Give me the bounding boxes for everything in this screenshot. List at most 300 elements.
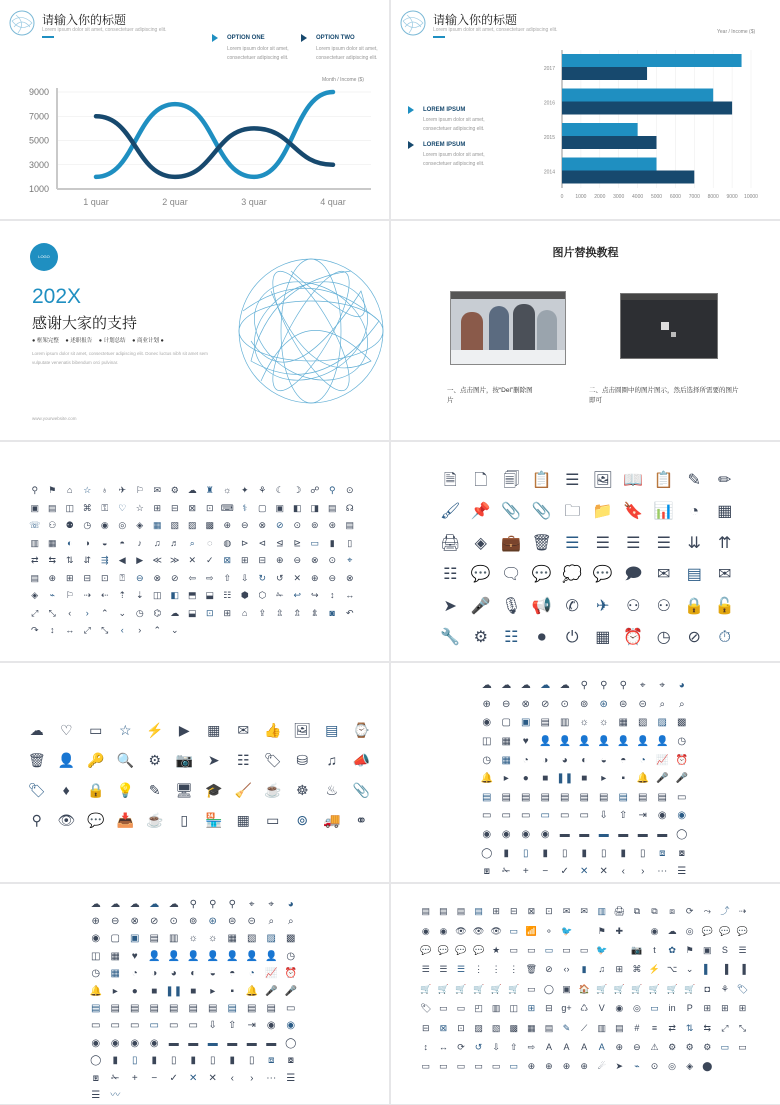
grid-icon: ⟋ (580, 1022, 588, 1033)
grid-icon: 🖨 (440, 534, 461, 552)
grid-icon: 👤 (57, 752, 75, 768)
grid-icon: ⏰ (284, 968, 297, 980)
slide-subtitle: Lorem ipsum dolor sit amet, consectetuer adipiscing elit. (433, 27, 558, 33)
grid-icon: ⊞ (153, 502, 162, 513)
grid-icon: 🏷 (736, 983, 749, 994)
bullet-item: ● 述职报告 (65, 338, 93, 344)
grid-icon: ☁ (481, 680, 492, 692)
slide-icons-1[interactable] (0, 442, 389, 661)
grid-icon: P (686, 1003, 693, 1014)
grid-icon: ⊞ (738, 1003, 747, 1014)
grid-icon: ⌕ (189, 537, 195, 548)
grid-icon: ☁ (170, 607, 180, 618)
grid-icon: ⌚ (352, 722, 370, 738)
grid-icon: ▣ (703, 944, 712, 955)
grid-icon: ♁ (101, 485, 109, 496)
grid-icon: ⊖ (502, 698, 511, 710)
grid-icon: 🛒 (472, 983, 485, 994)
grid-icon: 💬 (701, 925, 713, 936)
grid-icon: ⚡ (146, 722, 164, 738)
grid-icon: ⊖ (240, 520, 249, 531)
grid-icon: ⤴ (720, 906, 730, 917)
scribble-globe-icon (231, 251, 391, 411)
grid-icon: ▥ (169, 933, 179, 945)
grid-icon: ⚠ (650, 1041, 659, 1052)
grid-icon: ♨ (325, 782, 339, 798)
grid-icon: ⚲ (580, 680, 588, 692)
grid-icon: 🗀 (564, 503, 581, 521)
grid-icon: ▮ (329, 537, 335, 548)
grid-icon: ▭ (91, 1020, 101, 1032)
grid-icon: ◉ (266, 1020, 276, 1032)
grid-icon: ▤ (579, 791, 589, 803)
grid-icon: ⤢ (83, 625, 91, 636)
slide-bar-chart[interactable] (391, 0, 780, 219)
grid-icon: ☰ (456, 964, 466, 975)
grid-icon: ⊞ (721, 1003, 729, 1014)
grid-icon: 🚚 (323, 812, 341, 828)
grid-icon: ▭ (579, 810, 589, 822)
x-tick-label: 4 quar (320, 197, 346, 207)
grid-icon: ⛁ (296, 752, 309, 768)
grid-icon: ◘ (704, 983, 711, 994)
grid-icon: ▯ (180, 812, 189, 828)
slide-icons-2[interactable] (391, 442, 780, 661)
grid-icon: ‹ (230, 1072, 234, 1084)
grid-icon: ⊡ (205, 502, 214, 513)
icon-grid (477, 677, 692, 900)
grid-icon: ▦ (227, 933, 237, 945)
item2-desc: Lorem ipsum dolor sit amet, consectetuer adipiscing elit. (423, 152, 485, 167)
grid-icon: 🎙 (501, 597, 522, 615)
grid-icon: ⊞ (223, 607, 232, 618)
grid-icon: ♥ (131, 950, 138, 962)
grid-icon: ▯ (639, 847, 646, 859)
grid-icon: ▤ (618, 791, 628, 803)
grid-icon: ⇄ (30, 555, 39, 566)
grid-icon: ✚ (615, 925, 624, 936)
grid-icon: ▤ (345, 520, 354, 531)
grid-icon: ⇬ (293, 607, 302, 618)
grid-icon: ⊠ (439, 1022, 448, 1033)
grid-icon: ▭ (677, 791, 687, 803)
grid-icon: ⤡ (101, 625, 109, 636)
grid-icon: ⌕ (287, 916, 294, 928)
grid-icon: 📎 (352, 782, 370, 798)
grid-icon: ⇅ (685, 1022, 694, 1033)
grid-icon: ♫ (326, 752, 337, 768)
icon-grid (417, 902, 751, 1077)
item1-desc: Lorem ipsum dolor sit amet, consectetuer adipiscing elit. (423, 117, 485, 132)
slide-icons-5[interactable] (0, 884, 389, 1104)
grid-icon: ⇧ (619, 810, 628, 822)
grid-icon: ♫ (598, 964, 606, 975)
grid-icon: ▤ (149, 1003, 159, 1015)
grid-icon: ⏺ (537, 629, 546, 647)
grid-icon: ⊚ (189, 916, 198, 928)
slide-title: 请输入你的标题 (433, 13, 518, 27)
grid-icon: ≡ (651, 1022, 658, 1033)
grid-icon: 📢 (531, 597, 552, 615)
grid-icon: 💬 (472, 944, 485, 955)
grid-icon: 🗐 (503, 471, 520, 489)
grid-icon: ⊖ (135, 572, 144, 583)
grid-icon: ▭ (439, 1061, 448, 1072)
grid-icon: ▢ (257, 502, 267, 513)
y-tick-label: 2017 (543, 66, 555, 72)
grid-icon: ▭ (439, 1003, 448, 1014)
grid-icon: ◒ (209, 968, 216, 980)
grid-icon: ⊘ (275, 520, 284, 531)
grid-icon: 📖 (623, 471, 644, 489)
team-photo[interactable] (450, 291, 566, 365)
slide-icons-4[interactable] (391, 663, 780, 882)
grid-icon: ⌂ (67, 485, 73, 496)
grid-icon: ▭ (509, 925, 519, 936)
grid-icon: ▨ (266, 933, 276, 945)
grid-icon: 🔔 (245, 985, 258, 997)
grid-icon: ◉ (421, 925, 430, 936)
grid-icon: ❚❚ (165, 985, 183, 997)
icon-grid (22, 715, 376, 835)
grid-icon: ⤡ (738, 1022, 747, 1033)
grid-icon: ⊟ (170, 502, 179, 513)
grid-icon: ☼ (188, 933, 198, 945)
grid-icon: 🛒 (420, 983, 432, 994)
icon-grid (26, 482, 359, 640)
grid-icon: ▦ (47, 537, 57, 548)
grid-icon: ↪ (310, 590, 319, 601)
grid-icon: ⊟ (83, 572, 92, 583)
grid-icon: 🔧 (440, 629, 461, 647)
grid-icon: ◫ (91, 950, 101, 962)
grid-icon: ◯ (90, 1055, 102, 1067)
grid-icon: ⋮ (509, 964, 519, 975)
grid-icon: 👤 (539, 736, 552, 748)
grid-icon: ♡ (59, 722, 73, 738)
axis-note: Month / Income ($) (322, 77, 364, 83)
grid-icon: ▤ (47, 502, 57, 513)
y-tick-label: 2015 (543, 135, 555, 141)
grid-icon: ◑ (151, 968, 158, 980)
grid-icon: ‹ (68, 607, 72, 618)
x-tick-label: 3 quar (241, 197, 267, 207)
grid-icon: 👤 (206, 950, 219, 962)
x-tick-label: 8000 (707, 194, 719, 200)
grid-icon: ⇵ (83, 555, 92, 566)
grid-icon: + (131, 1072, 138, 1084)
grid-icon: ▭ (560, 810, 570, 822)
grid-icon: ▥ (560, 717, 570, 729)
grid-icon: ⊠ (223, 555, 232, 566)
slide-thanks[interactable] (0, 221, 389, 440)
grid-icon: ▪ (621, 773, 626, 785)
grid-icon: ⬤ (702, 1061, 713, 1072)
grid-icon: 🛒 (490, 983, 502, 994)
grid-icon: ⌕ (268, 916, 275, 928)
grid-icon: ☼ (599, 717, 609, 729)
grid-icon: ▩ (677, 717, 687, 729)
grid-icon: ▌ (704, 964, 711, 975)
grid-icon: S (721, 944, 728, 955)
grid-icon: 🗨 (501, 566, 522, 584)
grid-icon: ⇩ (599, 810, 608, 822)
grid-icon: ✉ (562, 906, 571, 917)
grid-icon: ◓ (620, 754, 627, 766)
grid-icon: 💬 (455, 944, 467, 955)
grid-icon: ▭ (491, 1061, 501, 1072)
grid-icon: ▤ (521, 791, 531, 803)
grid-icon: ✁ (502, 866, 511, 878)
grid-icon: ▐ (739, 964, 746, 975)
grid-icon: ⚲ (600, 680, 608, 692)
grid-icon: ⊞ (65, 572, 74, 583)
grid-icon: ◕ (170, 968, 177, 980)
grid-icon: ⊚ (296, 812, 309, 828)
grid-icon: ⬓ (205, 590, 214, 601)
grid-icon: ⊡ (545, 906, 553, 917)
grid-icon: ⌕ (659, 698, 666, 710)
grid-icon: ⌥ (666, 964, 678, 975)
grid-icon: ✎ (148, 782, 161, 798)
grid-icon: ↺ (275, 572, 284, 583)
grid-icon: ▬ (579, 829, 590, 841)
grid-icon: in (668, 1003, 676, 1014)
slide-icons-3[interactable] (0, 663, 389, 882)
grid-icon: ⟳ (457, 1041, 465, 1052)
grid-icon: ☷ (443, 566, 458, 584)
option-one-desc: Lorem ipsum dolor sit amet, consectetuer adipiscing elit. (227, 46, 289, 61)
bullet-item: ● 商业计划 ● (132, 338, 164, 344)
grid-icon: ⌖ (248, 898, 255, 910)
grid-icon: ▦ (501, 736, 511, 748)
grid-icon: ✎ (562, 1022, 571, 1033)
slide-tutorial[interactable] (391, 221, 780, 440)
grid-icon: ☰ (565, 534, 580, 552)
grid-icon: ⚲ (328, 485, 336, 496)
grid-icon: ⚕ (242, 502, 248, 513)
x-tick-label: 4000 (632, 194, 644, 200)
grid-icon: ⧈ (669, 906, 675, 917)
grid-icon: ⚘ (720, 983, 729, 994)
grid-icon: ⋮ (491, 964, 501, 975)
bar (562, 89, 713, 102)
grid-icon: ↕ (330, 590, 335, 601)
y-tick-label: 2014 (543, 169, 555, 176)
grid-icon: ▸ (112, 985, 118, 997)
grid-icon: ⋮ (474, 964, 484, 975)
grid-icon: ☍ (310, 485, 320, 496)
grid-icon: 📈 (265, 968, 278, 980)
description-line: Lorem ipsum dolor sit amet, consectetuer adipiscing elit. Donec luctus nibh sit amet sem (32, 351, 208, 356)
grid-icon: ◉ (677, 810, 687, 822)
grid-icon: A (581, 1041, 588, 1052)
grid-icon: ↶ (345, 607, 354, 618)
grid-icon: 👤 (558, 736, 571, 748)
grid-icon: ✓ (205, 555, 214, 566)
grid-icon: ⚲ (619, 680, 627, 692)
x-tick-label: 9000 (726, 194, 738, 200)
grid-icon: ☆ (135, 502, 144, 513)
grid-icon: 🏷 (263, 752, 282, 768)
grid-icon: ⇩ (208, 1020, 217, 1032)
grid-icon: ⊕ (527, 1061, 536, 1072)
grid-icon: ⇆ (48, 555, 57, 566)
grid-icon: › (85, 607, 89, 618)
grid-icon: ⌖ (268, 898, 275, 910)
grid-icon: ▤ (456, 906, 466, 917)
grid-icon: ▯ (522, 847, 529, 859)
grid-icon: + (522, 866, 529, 878)
grid-icon: ⇭ (310, 607, 319, 618)
grid-icon: 💬 (592, 566, 613, 584)
grid-icon: ▨ (187, 520, 197, 531)
grid-icon: ▶ (136, 555, 144, 566)
grid-icon: ⇶ (100, 555, 109, 566)
grid-icon: ➤ (443, 597, 457, 615)
grid-icon: ▬ (227, 1037, 238, 1049)
grid-icon: ▤ (599, 791, 609, 803)
grid-icon: ♪ (137, 537, 142, 548)
x-tick-label: 5000 (650, 194, 663, 200)
grid-icon: ✏ (718, 471, 732, 489)
grid-icon: ◧ (170, 590, 179, 601)
grid-icon: ▭ (501, 810, 511, 822)
grid-icon: ⊙ (328, 555, 337, 566)
grid-icon: ⚑ (48, 485, 57, 496)
grid-icon: ⇨ (205, 572, 214, 583)
grid-icon: ◷ (482, 754, 492, 766)
grid-icon: ☊ (345, 502, 354, 513)
logo-badge: LOGO (30, 243, 58, 271)
step2-caption: 二、点击圆圈中的图片图示，然后选择所需要的图片即可 (589, 387, 739, 404)
grid-icon: ☰ (565, 471, 580, 489)
grid-icon: ◉ (439, 925, 448, 936)
grid-icon: ⊕ (91, 916, 100, 928)
grid-icon: ✈ (596, 597, 610, 615)
grid-icon: ⊞ (492, 906, 500, 917)
grid-icon: 💬 (736, 925, 749, 936)
grid-icon: g+ (561, 1003, 572, 1014)
grid-icon: ⧆ (483, 866, 490, 878)
grid-icon: ⚲ (209, 898, 217, 910)
grid-icon: ◉ (501, 829, 511, 841)
x-tick-label: 6000 (669, 194, 681, 200)
grid-icon: ⊟ (509, 906, 518, 917)
grid-icon: − (542, 866, 549, 878)
grid-icon: 🗩 (624, 566, 643, 584)
bar-chart (391, 0, 780, 219)
grid-icon: ☰ (595, 534, 610, 552)
grid-icon: ⇧ (228, 1020, 237, 1032)
grid-icon: ◕ (678, 680, 685, 692)
grid-icon: ▢ (501, 717, 511, 729)
grid-icon: ⊘ (687, 629, 701, 647)
grid-icon: 🖨 (613, 906, 626, 917)
grid-icon: ◔ (248, 968, 255, 980)
grid-icon: ⊘ (541, 698, 550, 710)
grid-icon: 👤 (597, 736, 610, 748)
grid-icon: 👁 (455, 925, 467, 936)
grid-icon: ◉ (286, 1020, 296, 1032)
grid-icon: ⊟ (422, 1022, 430, 1033)
grid-icon: ▩ (205, 520, 214, 531)
grid-icon: ▣ (562, 983, 571, 994)
slide-line-chart[interactable] (0, 0, 389, 219)
grid-icon: ⧈ (659, 847, 666, 859)
grid-icon: 👍 (264, 722, 282, 738)
grid-icon: ▭ (89, 722, 103, 738)
grid-icon: ⊳ (240, 537, 249, 548)
grid-icon: 🗑 (531, 534, 552, 552)
grid-icon: ▬ (207, 1037, 218, 1049)
grid-icon: ✉ (237, 722, 250, 738)
editor-screenshot[interactable] (620, 293, 718, 359)
grid-icon: ✓ (560, 866, 569, 878)
grid-icon: ⇩ (240, 572, 249, 583)
grid-icon: ● (131, 985, 138, 997)
grid-icon: ▦ (110, 950, 120, 962)
grid-icon: ⌘ (82, 502, 92, 513)
grid-icon: ▥ (491, 1003, 501, 1014)
bullet-item: ● 框架完整 (32, 338, 59, 344)
grid-icon: 💡 (116, 782, 134, 798)
grid-icon: 🏠 (578, 983, 590, 994)
grid-icon: ▤ (421, 906, 431, 917)
grid-icon: ☕ (146, 812, 164, 828)
grid-icon: ▯ (209, 1055, 216, 1067)
grid-icon: ☁ (667, 925, 677, 936)
grid-icon: ☷ (236, 752, 250, 768)
grid-icon: ✈ (118, 485, 127, 496)
grid-icon: ◌ (207, 537, 213, 548)
grid-icon: ◯ (543, 983, 554, 994)
grid-icon: ☽ (293, 485, 302, 496)
grid-icon: ♜ (205, 485, 214, 496)
grid-icon: ▭ (110, 1020, 120, 1032)
grid-icon: ⊜ (228, 916, 237, 928)
grid-icon: ◧ (292, 502, 302, 513)
grid-icon: 👤 (578, 736, 591, 748)
grid-icon: ⚲ (31, 812, 42, 828)
grid-icon: ◕ (561, 754, 568, 766)
slide-icons-6[interactable] (391, 884, 780, 1104)
grid-icon: ⧈ (268, 1055, 275, 1067)
grid-icon: ◉ (540, 829, 550, 841)
grid-icon: ◉ (91, 933, 101, 945)
grid-icon: ☼ (208, 933, 218, 945)
grid-icon: ▯ (131, 1055, 138, 1067)
grid-icon: ⊕ (545, 1061, 553, 1072)
grid-icon: ▣ (521, 717, 531, 729)
grid-icon: ◙ (329, 607, 335, 618)
grid-icon: ◷ (83, 520, 92, 531)
grid-icon: 🗎 (443, 471, 457, 489)
grid-icon: ☰ (656, 534, 671, 552)
grid-icon: ↩ (293, 590, 302, 601)
grid-icon: › (250, 1072, 254, 1084)
grid-icon: ⊠ (188, 502, 197, 513)
grid-icon: ⊟ (545, 1003, 553, 1014)
grid-icon: ◯ (481, 847, 493, 859)
grid-icon: ✕ (599, 866, 608, 878)
grid-icon: ⚐ (65, 590, 74, 601)
grid-icon: ⊗ (258, 520, 267, 531)
grid-icon: ♬ (170, 537, 180, 548)
grid-icon: ⬡ (258, 590, 267, 601)
grid-icon: 🎓 (205, 782, 223, 798)
grid-icon: ⊙ (650, 1061, 659, 1072)
